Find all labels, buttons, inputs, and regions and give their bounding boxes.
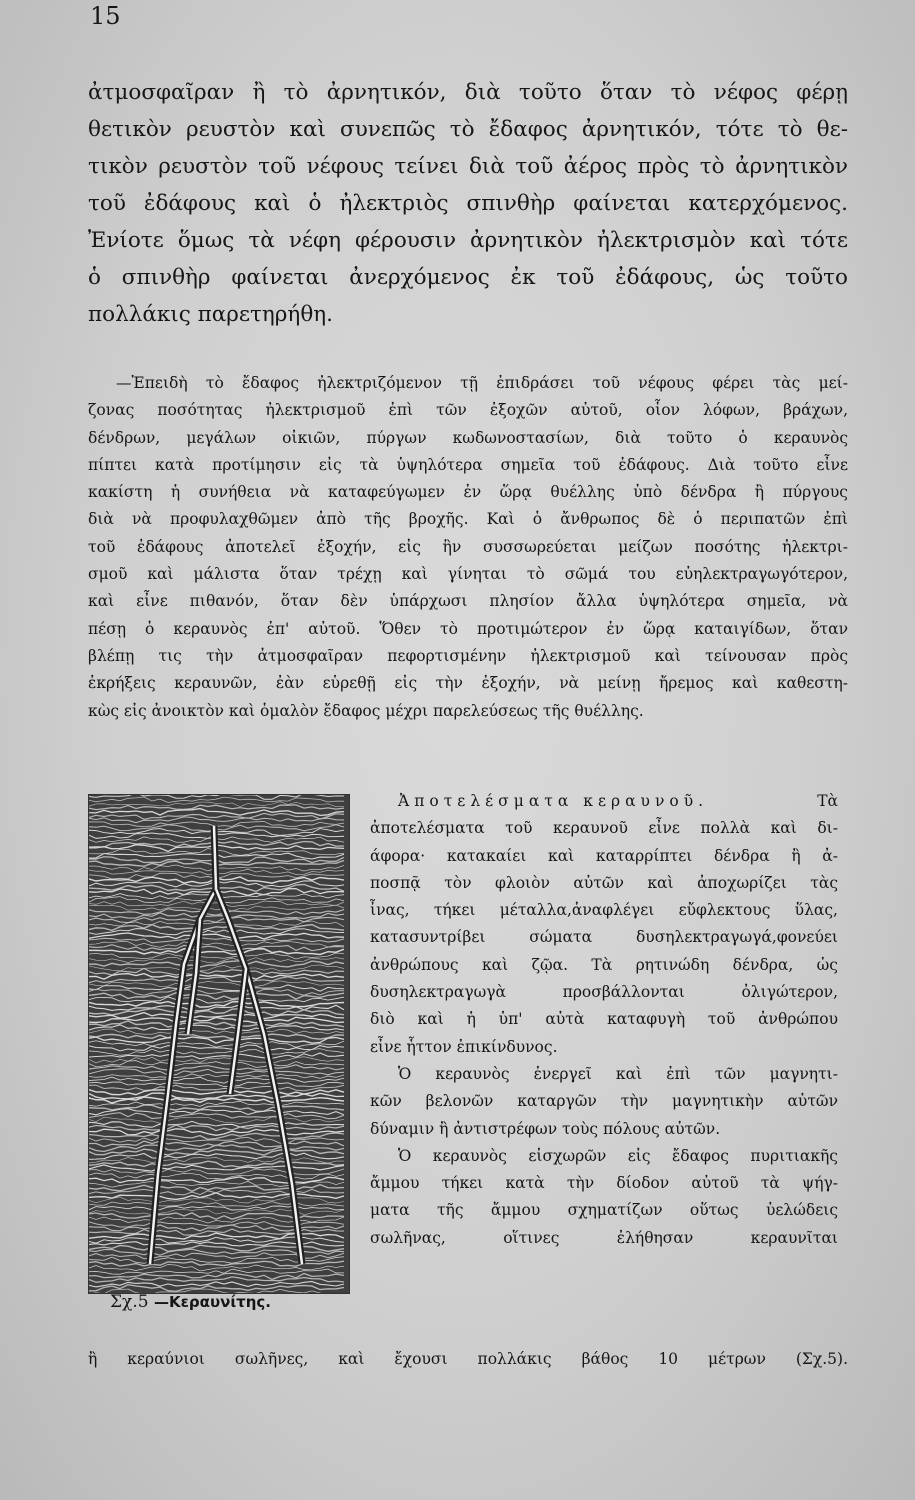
figure-caption-number: Σχ.5	[110, 1292, 149, 1312]
body-line: Τὰ	[817, 792, 838, 810]
body-line: κῶν βελονῶν καταργῶν τὴν μαγνητικὴν αὐτῶν	[370, 1092, 838, 1111]
intro-line: Ἐνίοτε ὅμως τὰ νέφη φέρουσιν ἀρνητικὸν ἠλεκτρισμὸν καὶ τότε	[88, 228, 848, 253]
body-line: ἄμμου τήκει κατὰ τὴν δίοδον αὐτοῦ τὰ ψήγ-	[370, 1174, 838, 1193]
body-line: Ὁ κεραυνὸς εἰσχωρῶν εἰς ἔδαφος πυριτιακῆς	[398, 1146, 838, 1165]
body-line: ἀποτελέσματα τοῦ κεραυνοῦ εἶνε πολλὰ καὶ δι-	[370, 819, 838, 838]
intro-line: ἀτμοσφαῖραν ἢ τὸ ἀρνητικόν, διὰ τοῦτο ὅταν τὸ νέφος φέρῃ	[88, 80, 848, 105]
section-heading: Ἀποτελέσματα κεραυνοῦ.	[398, 792, 709, 810]
intro-line: θετικὸν ρευστὸν καὶ συνεπῶς τὸ ἔδαφος ἀρνητικόν, τότε τὸ θε-	[88, 117, 848, 142]
body-line: σμοῦ καὶ μάλιστα ὅταν τρέχῃ καὶ γίνηται τὸ σῶμά του εὐηλεκτραγωγότερον,	[88, 565, 848, 584]
body-line: κακίστη ἡ συνήθεια νὰ καταφεύγωμεν ἐν ὥρᾳ θυέλλης ὑπὸ δένδρα ἢ πύργους	[88, 483, 848, 502]
fulgurite-illustration	[88, 794, 350, 1294]
body-line: δένδρων, μεγάλων οἰκιῶν, πύργων κωδωνοστασίων, διὰ τοῦτο ὁ κεραυνὸς	[88, 428, 848, 447]
body-line: ζονας ποσότητας ἠλεκτρισμοῦ ἐπὶ τῶν ἐξοχῶν αὐτοῦ, οἷον λόφων, βράχων,	[88, 401, 848, 420]
body-line: διὸ καὶ ἡ ὑπ' αὐτὰ καταφυγὴ τοῦ ἀνθρώπου	[370, 1010, 838, 1029]
body-line: ματα τῆς ἄμμου σχηματίζων οὕτως ὑελώδεις	[370, 1201, 838, 1220]
intro-line: τοῦ ἐδάφους καὶ ὁ ἠλεκτριὸς σπινθὴρ φαίνεται κατερχόμενος.	[88, 191, 848, 216]
final-line: ἢ κεραύνιοι σωλῆνες, καὶ ἔχουσι πολλάκις βάθος 10 μέτρων (Σχ.5).	[88, 1350, 848, 1368]
body-line: Ὁ κεραυνὸς ἐνεργεῖ καὶ ἐπὶ τῶν μαγνητι-	[398, 1064, 838, 1083]
intro-paragraph	[88, 74, 848, 333]
body-line: δύναμιν ἢ ἀντιστρέφων τοὺς πόλους αὐτῶν.	[370, 1119, 721, 1138]
page-number: 15	[90, 2, 121, 30]
figure-caption	[110, 1292, 271, 1312]
intro-line: ὁ σπινθὴρ φαίνεται ἀνερχόμενος ἐκ τοῦ ἐδάφους, ὡς τοῦτο	[88, 265, 848, 290]
body-line: κὼς εἰς ἀνοικτὸν καὶ ὁμαλὸν ἔδαφος μέχρι παρελεύσεως τῆς θυέλλης.	[88, 701, 644, 720]
body-line: διὰ νὰ προφυλαχθῶμεν ἀπὸ τῆς βροχῆς. Καὶ ὁ ἄνθρωπος δὲ ὁ περιπατῶν ἐπὶ	[88, 510, 848, 529]
body-line: ἶνας, τήκει μέταλλα,ἀναφλέγει εὔφλεκτους ὕλας,	[370, 901, 838, 920]
figure-caption-label: —Κεραυνίτης.	[153, 1293, 272, 1311]
body-line: κατασυντρίβει σώματα δυσηλεκτραγωγά,φονεύει	[370, 928, 838, 947]
body-line: πέσῃ ὁ κεραυνὸς ἐπ' αὐτοῦ. Ὅθεν τὸ προτιμώτερον ἐν ὥρᾳ καταιγίδων, ὅταν	[88, 619, 848, 638]
section-heading-line	[370, 788, 838, 815]
body-line: ποσπᾷ τὸν φλοιὸν αὐτῶν καὶ ἀποχωρίζει τὰς	[370, 873, 838, 892]
body-line: εἶνε ἧττον ἐπικίνδυνος.	[370, 1037, 558, 1056]
body-line: βλέπῃ τις τὴν ἀτμοσφαῖραν πεφορτισμένην ἠλεκτρισμοῦ καὶ τείνουσαν πρὸς	[88, 646, 848, 665]
intro-line: πολλάκις παρετηρήθη.	[88, 302, 333, 327]
body-line: καὶ εἶνε πιθανόν, ὅταν δὲν ὑπάρχωσι πλησίον ἄλλα ὑψηλότερα σημεῖα, νὰ	[88, 592, 848, 611]
body-line: ἀνθρώπους καὶ ζῷα. Τὰ ρητινώδη δένδρα, ὡς	[370, 955, 838, 974]
body-line: πίπτει κατὰ προτίμησιν εἰς τὰ ὑψηλότερα σημεῖα τοῦ ἐδάφους. Διὰ τοῦτο εἶνε	[88, 455, 848, 474]
body-line: τοῦ ἐδάφους ἀποτελεῖ ἐξοχήν, εἰς ἣν συσσωρεύεται μείζων ποσότης ἠλεκτρι-	[88, 537, 848, 556]
body-line: δυσηλεκτραγωγὰ προσβάλλονται ὀλιγώτερον,	[370, 983, 838, 1002]
body-line: ἐκρήξεις κεραυνῶν, ἐὰν εὑρεθῇ εἰς τὴν ἐξοχήν, νὰ μείνῃ ἤρεμος καὶ καθεστη-	[88, 674, 848, 693]
lightning-safety-paragraph	[88, 370, 848, 725]
intro-line: τικὸν ρευστὸν τοῦ νέφους τείνει διὰ τοῦ ἀέρος πρὸς τὸ ἀρνητικὸν	[88, 154, 848, 179]
effects-section	[370, 788, 838, 1252]
fulgurite-figure	[88, 794, 350, 1294]
body-line: άφορα· κατακαίει καὶ καταρρίπτει δένδρα ἢ ἀ-	[370, 846, 838, 865]
body-line: σωλῆνας, οἵτινες ἐλήθησαν κεραυνῖται	[370, 1228, 838, 1247]
body-line: —Ἐπειδὴ τὸ ἔδαφος ἠλεκτριζόμενον τῇ ἐπιδράσει τοῦ νέφους φέρει τὰς μεί-	[116, 374, 848, 392]
